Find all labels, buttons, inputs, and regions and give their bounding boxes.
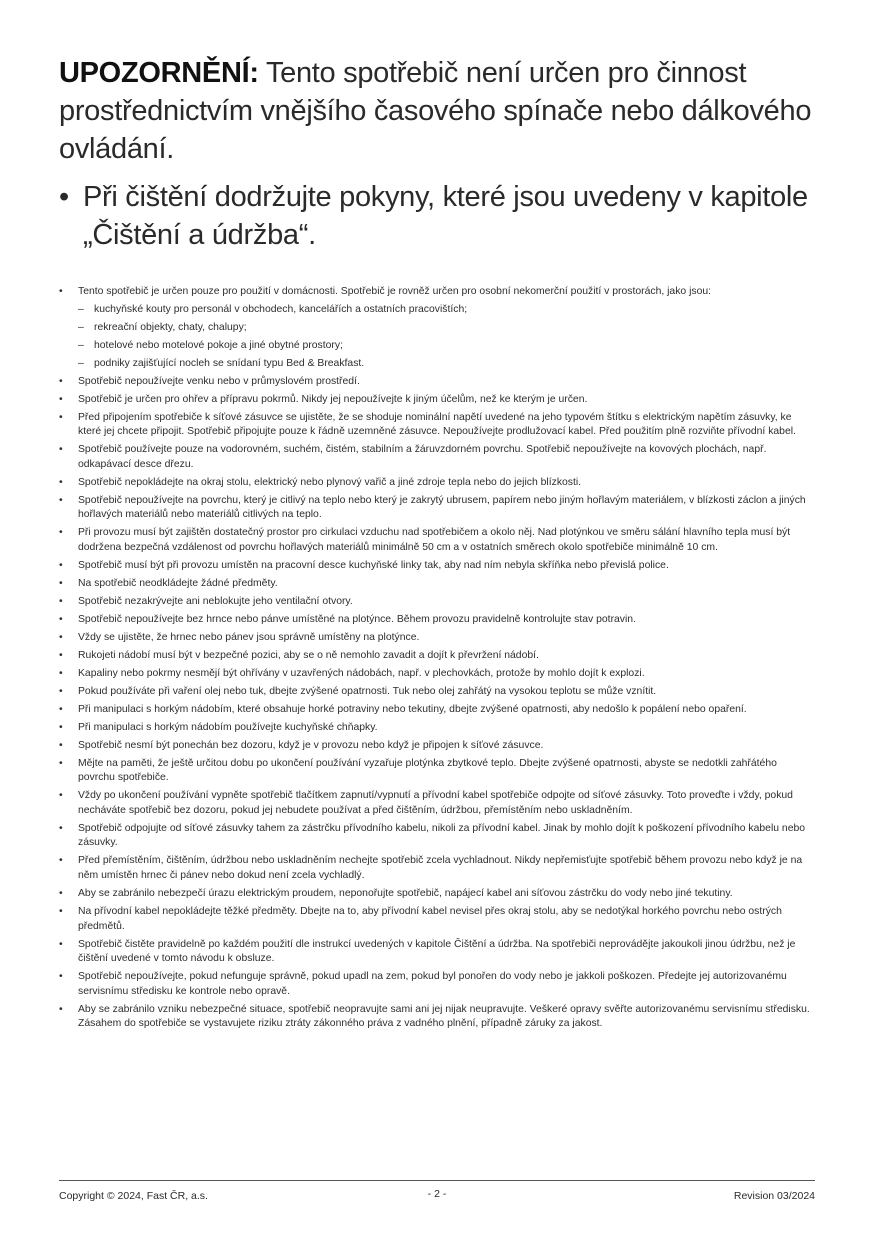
footer-copyright: Copyright © 2024, Fast ČR, a.s.	[59, 1190, 208, 1202]
sub-list-item: – hotelové nebo motelové pokoje a jiné obytné prostory;	[78, 339, 815, 354]
list-item: • Při provozu musí být zajištěn dostatečný prostor pro cirkulaci vzduchu nad spotřebičem a okolo něj. Nad plotýnkou ve směru sálání hlavního tepla musí být dodržena bezpečná vzdálenost od povrchu hořlavých materiálů minimálně 50 cm a v ostatních směrech okolo spotřebiče minimálně 10 cm.	[59, 526, 815, 555]
list-item: • Vždy se ujistěte, že hrnec nebo pánev jsou správně umístěny na plotýnce.	[59, 631, 815, 646]
list-item: • Spotřebič nepoužívejte bez hrnce nebo pánve umístěné na plotýnce. Během provozu pravidelně kontrolujte stav potravin.	[59, 613, 815, 628]
list-item: • Aby se zabránilo vzniku nebezpečné situace, spotřebič neopravujte sami ani jej nijak neupravujte. Veškeré opravy svěřte autorizovanému servisnímu středisku. Zásahem do spotřebiče se vystavujete riziku ztráty zákonného práva z vadného plnění, případně záruky za jakost.	[59, 1003, 815, 1032]
sub-list-item: – kuchyňské kouty pro personál v obchodech, kancelářích a ostatních pracovištích;	[78, 303, 815, 318]
list-item: • Spotřebič nepoužívejte, pokud nefunguje správně, pokud upadl na zem, pokud byl ponořen do vody nebo je jakkoli poškozen. Předejte jej autorizovanému servisnímu středisku ke kontrole nebo opravě.	[59, 970, 815, 999]
warning-label: UPOZORNĚNÍ:	[59, 57, 259, 89]
cleaning-note: • Při čištění dodržujte pokyny, které jsou uvedeny v kapitole „Čištění a údržba“.	[59, 178, 829, 254]
list-item: • Spotřebič čistěte pravidelně po každém použití dle instrukcí uvedených v kapitole Čištění a údržba. Na spotřebiči neprovádějte jakoukoli jinou údržbu, než je čištění uvedené v tomto návodu k obsluze.	[59, 938, 815, 967]
list-item: • Aby se zabránilo nebezpečí úrazu elektrickým proudem, neponořujte spotřebič, napájecí kabel ani síťovou zástrčku do vody nebo jiné tekutiny.	[59, 887, 815, 902]
page-number: - 2 -	[427, 1188, 447, 1200]
list-item	[59, 285, 815, 371]
sub-list-item: – podniky zajišťující nocleh se snídaní typu Bed & Breakfast.	[78, 357, 815, 372]
list-item: • Kapaliny nebo pokrmy nesmějí být ohřívány v uzavřených nádobách, např. v plechovkách, protože by mohlo dojít k explozi.	[59, 667, 815, 682]
cleaning-note-list	[59, 178, 829, 254]
list-item: • Spotřebič nezakrývejte ani neblokujte jeho ventilační otvory.	[59, 595, 815, 610]
safety-rules-list	[59, 285, 815, 1035]
rule-text: Tento spotřebič je určen pouze pro použití v domácnosti. Spotřebič je rovněž určen pro osobní nekomerční použití v prostorách, jako jsou:	[78, 286, 712, 297]
list-item: • Při manipulaci s horkým nádobím, které obsahuje horké potraviny nebo tekutiny, dbejte zvýšené opatrnosti, aby nedošlo k popálení nebo opaření.	[59, 703, 815, 718]
warning-paragraph	[59, 54, 829, 168]
list-item: • Před připojením spotřebiče k síťové zásuvce se ujistěte, že se shoduje nominální napětí uvedené na jeho typovém štítku s elektrickým napětím zásuvky, ke které jej chcete připojit. Spotřebič připojujte pouze k řádně uzemněné zásuvce. Nepoužívejte prodlužovací kabel. Před použitím plně rozviňte přívodní kabel.	[59, 411, 815, 440]
list-item: • Při manipulaci s horkým nádobím používejte kuchyňské chňapky.	[59, 721, 815, 736]
footer-revision: Revision 03/2024	[733, 1190, 815, 1202]
list-item: • Mějte na paměti, že ještě určitou dobu po ukončení používání vyzařuje plotýnka zbytkové teplo. Dbejte zvýšené opatrnosti, abyste se nedotkli zahřátého povrchu spotřebiče.	[59, 757, 815, 786]
list-item: • Spotřebič nepoužívejte venku nebo v průmyslovém prostředí.	[59, 375, 815, 390]
usage-places-list	[78, 303, 815, 372]
footer-divider	[59, 1180, 815, 1181]
list-item: • Spotřebič používejte pouze na vodorovném, suchém, čistém, stabilním a žáruvzdorném povrchu. Spotřebič nepoužívejte na kovových plochách, např. odkapávací desce dřezu.	[59, 443, 815, 472]
sub-list-item: – rekreační objekty, chaty, chalupy;	[78, 321, 815, 336]
list-item: • Spotřebič nepokládejte na okraj stolu, elektrický nebo plynový vařič a jiné zdroje tepla nebo do jejich blízkosti.	[59, 476, 815, 491]
list-item: • Spotřebič musí být při provozu umístěn na pracovní desce kuchyňské linky tak, aby nad ním nebyla skříňka nebo převislá police.	[59, 559, 815, 574]
warning-text: Tento spotřebič není určen pro činnost prostřednictvím vnějšího časového spínače nebo dálkového ovládání.	[59, 57, 812, 165]
list-item: • Před přemístěním, čištěním, údržbou nebo uskladněním nechejte spotřebič zcela vychladnout. Nikdy nepřemisťujte spotřebič během provozu nebo když je na něm umístěn hrnec či pánev nebo dokud není zcela vychladlý.	[59, 854, 815, 883]
list-item: • Spotřebič je určen pro ohřev a přípravu pokrmů. Nikdy jej nepoužívejte k jiným účelům, než ke kterým je určen.	[59, 393, 815, 408]
list-item: • Pokud používáte při vaření olej nebo tuk, dbejte zvýšené opatrnosti. Tuk nebo olej zahřátý na vysokou teplotu se může vznítit.	[59, 685, 815, 700]
list-item: • Spotřebič nepoužívejte na povrchu, který je citlivý na teplo nebo který je zakrytý ubrusem, papírem nebo jiným hořlavým materiálem, v blízkosti záclon a jiných hořlavých materiálů nebo materiálů citlivých na teplo.	[59, 494, 815, 523]
list-item: • Spotřebič odpojujte od síťové zásuvky tahem za zástrčku přívodního kabelu, nikoli za přívodní kabel. Jinak by mohlo dojít k poškození přívodního kabelu nebo zásuvky.	[59, 822, 815, 851]
list-item: • Rukojeti nádobí musí být v bezpečné pozici, aby se o ně nemohlo zavadit a dojít k převržení nádobí.	[59, 649, 815, 664]
list-item: • Na přívodní kabel nepokládejte těžké předměty. Dbejte na to, aby přívodní kabel nevisel přes okraj stolu, aby se nedotýkal horkého povrchu nebo ostrých předmětů.	[59, 905, 815, 934]
list-item: • Na spotřebič neodkládejte žádné předměty.	[59, 577, 815, 592]
list-item: • Spotřebič nesmí být ponechán bez dozoru, když je v provozu nebo když je připojen k síťové zásuvce.	[59, 739, 815, 754]
list-item: • Vždy po ukončení používání vypněte spotřebič tlačítkem zapnutí/vypnutí a přívodní kabel spotřebiče odpojte od síťové zásuvky. Toto proveďte i vždy, pokud necháváte spotřebič bez dozoru, pokud jej nebudete používat a před čištěním, údržbou, přemístěním nebo uskladněním.	[59, 789, 815, 818]
